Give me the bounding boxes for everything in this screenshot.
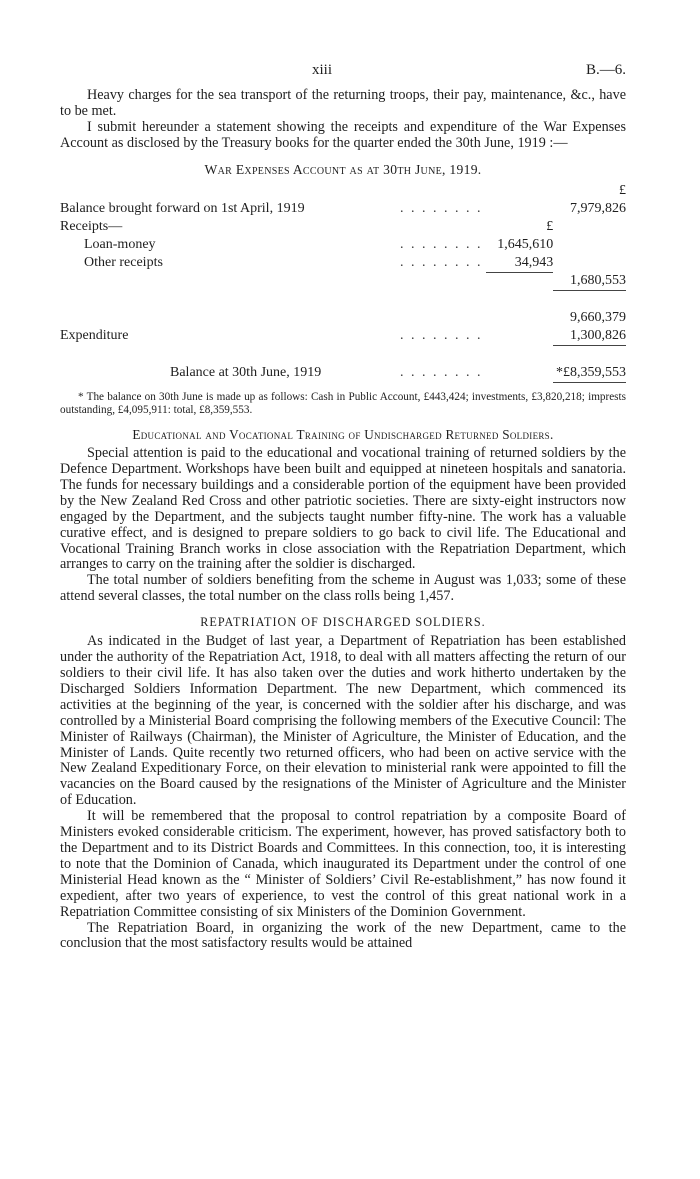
expenditure-value: 1,300,826 <box>553 327 626 346</box>
repatriation-paragraph-3: The Repatriation Board, in organizing the work of the new Department, came to the conclusion that the most satisfactory results would be attained <box>60 919 626 952</box>
closing-balance-value: *£8,359,553 <box>553 364 626 383</box>
balance-forward-label: Balance brought forward on 1st April, 1919 <box>60 200 305 216</box>
table-row <box>60 254 626 273</box>
leader-dots: . . . . . . . . <box>400 236 483 252</box>
other-receipts-value: 34,943 <box>486 254 553 273</box>
intro-paragraph-1: Heavy charges for the sea transport of the returning troops, their pay, maintenance, &c., have to be met. <box>60 87 626 119</box>
subtotal: 9,660,379 <box>570 310 626 326</box>
leader-dots: . . . . . . . . <box>400 365 483 381</box>
leader-dots: . . . . . . . . <box>400 328 483 344</box>
leader-dots: . . . . . . . . <box>400 254 483 270</box>
war-expenses-account-table <box>60 182 626 384</box>
table-row <box>60 200 626 218</box>
table-row <box>60 364 626 383</box>
table-row <box>60 272 626 291</box>
section-heading-training: Educational and Vocational Training of Undischarged Returned Soldiers. <box>132 427 554 443</box>
other-receipts-label: Other receipts <box>84 254 163 270</box>
repatriation-paragraph-2: It will be remembered that the proposal to control repatriation by a composite Board of Ministers evoked considerable criticism. The experiment, however, has proved satisfactory both to the Department and to its District Boards and Committees. In this connection, too, it is interesting to note that the Dominion of Canada, which inaugurated its Department under the control of one Ministerial Head known as the “ Minister of Soldiers’ Civil Re-establishment,” has now found it expedient, after two years of experience, to vest the control of this great national work in a Repatriation Committee consisting of six Ministers of the Dominion Government. <box>60 808 626 920</box>
footnote: * The balance on 30th June is made up as follows: Cash in Public Account, £443,424; investments, £3,820,218; imprests outstanding, £4,095,911: total, £8,359,553. <box>60 391 626 417</box>
table-row <box>60 218 626 236</box>
table-row <box>60 327 626 346</box>
document-reference: B.—6. <box>585 62 626 78</box>
receipts-label: Receipts— <box>60 218 123 234</box>
page-number: xiii <box>312 62 333 78</box>
loan-money-value: 1,645,610 <box>497 236 554 252</box>
loan-money-label: Loan-money <box>84 236 156 252</box>
currency-header: £ <box>619 182 626 198</box>
page-header <box>60 62 626 88</box>
document-page <box>60 62 626 952</box>
repatriation-paragraph-1: As indicated in the Budget of last year, a Department of Repatriation has been established under the authority of the Repatriation Act, 1918, to deal with all matters affecting the return of our soldiers to their civil life. It has also taken over the duties and work hitherto undertaken by the Discharged Soldiers Information Department. The new Department, which commenced its activities at the beginning of the year, is concerned with the soldier after his discharge, and was controlled by a Ministerial Board comprising the following members of the Executive Council: The Minister of Railways (Chairman), the Minister of Agriculture, the Minister of Education, and the Minister of Lands. Quite recently two returned officers, who had been on active service with the New Zealand Expeditionary Force, on their elevation to ministerial rank were appointed to fill the vacancies on the Board caused by the resignations of the Minister of Agriculture and the Minister of Education. <box>60 633 626 809</box>
closing-balance-label: Balance at 30th June, 1919 <box>170 365 322 381</box>
account-title: War Expenses Account as at 30th June, 1919. <box>204 161 482 177</box>
receipts-total: 1,680,553 <box>553 272 626 291</box>
table-row <box>60 309 626 327</box>
intro-paragraph-2: I submit hereunder a statement showing the receipts and expenditure of the War Expenses Account as disclosed by the Treasury books for the quarter ended the 30th June, 1919 :— <box>60 118 626 151</box>
training-paragraph-2: The total number of soldiers benefiting from the scheme in August was 1,033; some of these attend several classes, the total number on the class rolls being 1,457. <box>60 572 626 605</box>
section-heading-repatriation: REPATRIATION OF DISCHARGED SOLDIERS. <box>200 615 486 630</box>
balance-forward-value: 7,979,826 <box>570 200 626 216</box>
table-row <box>60 236 626 254</box>
training-paragraph-1: Special attention is paid to the educational and vocational training of returned soldiers by the Defence Department. Workshops have been built and equipped at nineteen hospitals and sanatoria. The funds for necessary buildings and a considerable portion of the equipment have been provided by the New Zealand Red Cross and other patriotic societies. There are sixty-eight instructors now engaged by the Department, and the subjects taught number fifty-nine. The work has a valuable curative effect, and is designed to prepare soldiers to go back to civil life. The Educational and Vocational Training Branch works in close association with the Repatriation Department, which arranges to carry on the training after the soldier is discharged. <box>60 445 626 573</box>
expenditure-label: Expenditure <box>60 328 129 344</box>
receipts-currency: £ <box>546 218 554 234</box>
leader-dots: . . . . . . . . <box>400 200 483 216</box>
